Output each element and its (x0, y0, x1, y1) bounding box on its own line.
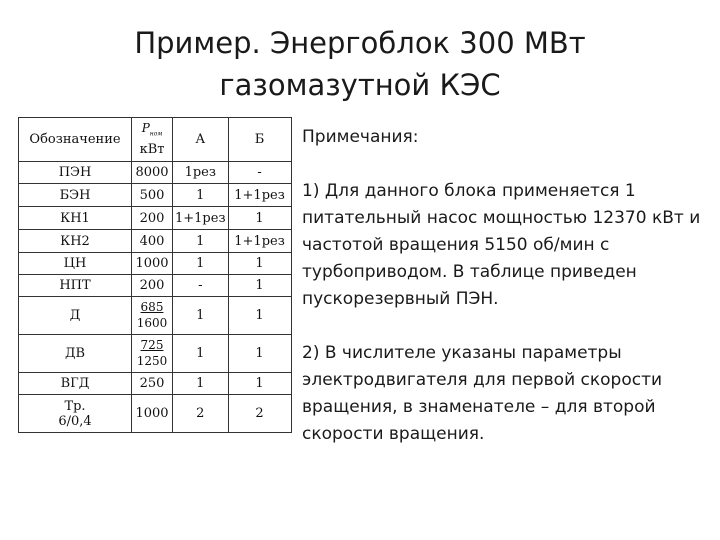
cell-name: НПТ (19, 275, 132, 297)
cell-b: 1 (228, 297, 291, 335)
cell-b: 1 (228, 275, 291, 297)
cell-name: Д (19, 297, 132, 335)
table-row (19, 162, 292, 184)
cell-power: 1000 (132, 395, 173, 433)
note-1: 1) Для данного блока применяется 1 питательный насос мощностью 12370 кВт и частотой вращения 5150 об/мин с турбоприводом. В таблице приведен пускорезервный ПЭН. (302, 181, 701, 309)
cell-b: 1+1рез (228, 230, 291, 253)
cell-name: КН1 (19, 207, 132, 230)
cell-a: 1 (173, 230, 229, 253)
cell-name-line2: 6/0,4 (58, 413, 92, 429)
cell-power: 1000 (132, 253, 173, 275)
power-denominator: 1250 (136, 354, 168, 368)
cell-name: ЦН (19, 253, 132, 275)
notes-spacer (302, 313, 707, 340)
cell-a: 1 (173, 184, 229, 207)
header-power-symbol (134, 121, 170, 141)
cell-b: 2 (228, 395, 291, 433)
note-2: 2) В числителе указаны параметры электродвигателя для первой скорости вращения, в знаменателе – для второй скорости вращения. (302, 343, 663, 444)
cell-a: 2 (173, 395, 229, 433)
cell-name-line1: Тр. (64, 398, 86, 414)
header-col-a: А (173, 118, 229, 162)
cell-power: 200 (132, 275, 173, 297)
cell-power-fraction (132, 297, 173, 335)
table-header-row (19, 118, 292, 162)
cell-b: 1 (228, 253, 291, 275)
cell-name: КН2 (19, 230, 132, 253)
power-denominator: 1600 (136, 316, 168, 330)
header-col-b: Б (228, 118, 291, 162)
power-numerator: 725 (140, 338, 164, 352)
cell-power: 250 (132, 373, 173, 395)
cell-b: 1+1рез (228, 184, 291, 207)
cell-b: 1 (228, 335, 291, 373)
cell-b: 1 (228, 373, 291, 395)
notes-block (302, 124, 707, 448)
cell-b: 1 (228, 207, 291, 230)
cell-a: 1 (173, 335, 229, 373)
cell-power: 400 (132, 230, 173, 253)
notes-spacer (302, 151, 707, 178)
header-designation: Обозначение (19, 118, 132, 162)
cell-a: - (173, 275, 229, 297)
cell-a: 1 (173, 373, 229, 395)
cell-a: 1 (173, 297, 229, 335)
table-row (19, 184, 292, 207)
slide-title (0, 22, 720, 106)
table-row (19, 395, 292, 433)
table-row (19, 207, 292, 230)
cell-name: ПЭН (19, 162, 132, 184)
cell-name: БЭН (19, 184, 132, 207)
cell-name: ДВ (19, 335, 132, 373)
cell-power-fraction (132, 335, 173, 373)
cell-a: 1рез (173, 162, 229, 184)
power-subscript: ном (149, 130, 163, 138)
cell-a: 1+1рез (173, 207, 229, 230)
table-row (19, 297, 292, 335)
cell-name (19, 395, 132, 433)
cell-power: 200 (132, 207, 173, 230)
cell-power: 500 (132, 184, 173, 207)
notes-heading: Примечания: (302, 127, 419, 147)
header-power-unit: кВт (139, 141, 165, 157)
cell-b: - (228, 162, 291, 184)
cell-name: ВГД (19, 373, 132, 395)
table-row (19, 275, 292, 297)
equipment-table (18, 117, 292, 433)
table-row (19, 373, 292, 395)
table-row (19, 335, 292, 373)
power-symbol: P (141, 121, 150, 136)
cell-power: 8000 (132, 162, 173, 184)
cell-a: 1 (173, 253, 229, 275)
power-numerator: 685 (140, 300, 164, 314)
slide-title-line1: Пример. Энергоблок 300 МВт (134, 26, 586, 60)
table-row (19, 230, 292, 253)
table-row (19, 253, 292, 275)
header-power (132, 118, 173, 162)
slide-title-line2: газомазутной КЭС (219, 68, 501, 102)
